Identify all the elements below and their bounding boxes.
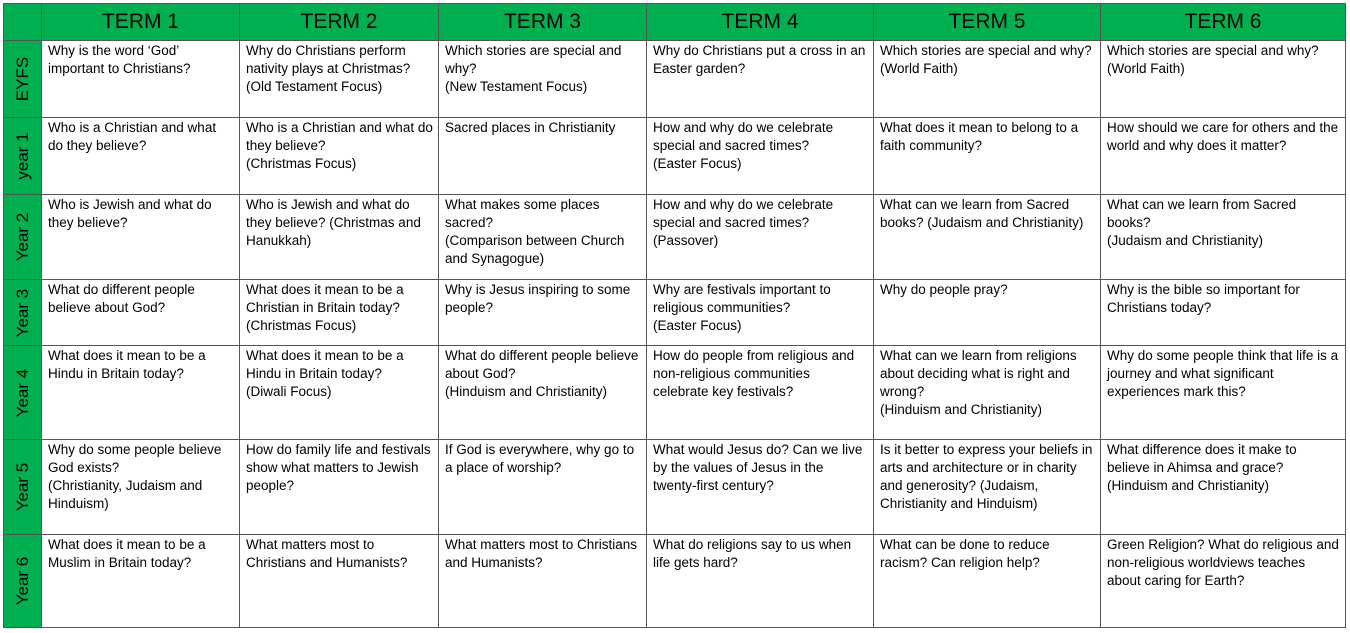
table-row	[4, 535, 1346, 628]
term-4-header: TERM 4	[647, 4, 874, 41]
table-cell: Who is Jewish and what do they believe?	[42, 195, 240, 280]
table-cell: Who is a Christian and what do they believe?	[42, 118, 240, 195]
table-cell: Why do people pray?	[874, 280, 1101, 346]
table-row	[4, 195, 1346, 280]
table-cell: Why is the word ‘God’ important to Christians?	[42, 41, 240, 118]
table-row	[4, 41, 1346, 118]
table-cell: How do family life and festivals show what matters to Jewish people?	[240, 440, 439, 535]
table-row	[4, 440, 1346, 535]
header-row	[4, 4, 1346, 41]
term-6-header: TERM 6	[1101, 4, 1346, 41]
table-cell: What do different people believe about God? (Hinduism and Christianity)	[439, 346, 647, 440]
table-cell: What do different people believe about God?	[42, 280, 240, 346]
table-cell: Sacred places in Christianity	[439, 118, 647, 195]
table-row	[4, 118, 1346, 195]
table-cell: How and why do we celebrate special and sacred times? (Easter Focus)	[647, 118, 874, 195]
table-cell: Which stories are special and why? (New Testament Focus)	[439, 41, 647, 118]
table-cell: What does it mean to be a Hindu in Britain today?	[42, 346, 240, 440]
table-cell: What difference does it make to believe in Ahimsa and grace? (Hinduism and Christianity)	[1101, 440, 1346, 535]
table-cell: What matters most to Christians and Humanists?	[240, 535, 439, 628]
term-1-header: TERM 1	[42, 4, 240, 41]
table-cell: Why do Christians perform nativity plays at Christmas? (Old Testament Focus)	[240, 41, 439, 118]
table-cell: How do people from religious and non-religious communities celebrate key festivals?	[647, 346, 874, 440]
table-cell: If God is everywhere, why go to a place of worship?	[439, 440, 647, 535]
term-5-header: TERM 5	[874, 4, 1101, 41]
table-cell: Which stories are special and why? (World Faith)	[874, 41, 1101, 118]
table-cell: Why do some people think that life is a journey and what significant experiences mark this?	[1101, 346, 1346, 440]
table-cell: Why is Jesus inspiring to some people?	[439, 280, 647, 346]
table-cell: What does it mean to be a Muslim in Britain today?	[42, 535, 240, 628]
row-header-year-5: Year 5	[4, 440, 42, 535]
table-cell: What do religions say to us when life gets hard?	[647, 535, 874, 628]
table-cell: Why do some people believe God exists? (Christianity, Judaism and Hinduism)	[42, 440, 240, 535]
table-row	[4, 280, 1346, 346]
table-cell: Why do Christians put a cross in an Easter garden?	[647, 41, 874, 118]
table-cell: What does it mean to be a Christian in Britain today? (Christmas Focus)	[240, 280, 439, 346]
row-header-year-1: year 1	[4, 118, 42, 195]
table-cell: How should we care for others and the world and why does it matter?	[1101, 118, 1346, 195]
table-cell: Which stories are special and why? (World Faith)	[1101, 41, 1346, 118]
table-cell: Who is Jewish and what do they believe? (Christmas and Hanukkah)	[240, 195, 439, 280]
table-cell: Why are festivals important to religious communities? (Easter Focus)	[647, 280, 874, 346]
curriculum-table	[3, 3, 1346, 628]
table-row	[4, 346, 1346, 440]
table-cell: Green Religion? What do religious and non-religious worldviews teaches about caring for Earth?	[1101, 535, 1346, 628]
row-header-eyfs: EYFS	[4, 41, 42, 118]
table-cell: Who is a Christian and what do they believe? (Christmas Focus)	[240, 118, 439, 195]
corner-cell	[4, 4, 42, 41]
table-cell: What can we learn from Sacred books? (Judaism and Christianity)	[874, 195, 1101, 280]
row-header-year-4: Year 4	[4, 346, 42, 440]
row-header-year-3: Year 3	[4, 280, 42, 346]
table-cell: What does it mean to belong to a faith community?	[874, 118, 1101, 195]
table-cell: What can be done to reduce racism? Can religion help?	[874, 535, 1101, 628]
row-header-year-2: Year 2	[4, 195, 42, 280]
table-cell: Is it better to express your beliefs in arts and architecture or in charity and generosity? (Judaism, Christianity and Hinduism)	[874, 440, 1101, 535]
table-cell: What matters most to Christians and Humanists?	[439, 535, 647, 628]
table-cell: What would Jesus do? Can we live by the values of Jesus in the twenty-first century?	[647, 440, 874, 535]
row-header-year-6: Year 6	[4, 535, 42, 628]
term-3-header: TERM 3	[439, 4, 647, 41]
term-2-header: TERM 2	[240, 4, 439, 41]
table-cell: Why is the bible so important for Christians today?	[1101, 280, 1346, 346]
table-cell: What can we learn from Sacred books? (Judaism and Christianity)	[1101, 195, 1346, 280]
table-cell: What does it mean to be a Hindu in Britain today? (Diwali Focus)	[240, 346, 439, 440]
table-cell: What can we learn from religions about deciding what is right and wrong? (Hinduism and Christianity)	[874, 346, 1101, 440]
table-cell: What makes some places sacred? (Comparison between Church and Synagogue)	[439, 195, 647, 280]
table-cell: How and why do we celebrate special and sacred times? (Passover)	[647, 195, 874, 280]
